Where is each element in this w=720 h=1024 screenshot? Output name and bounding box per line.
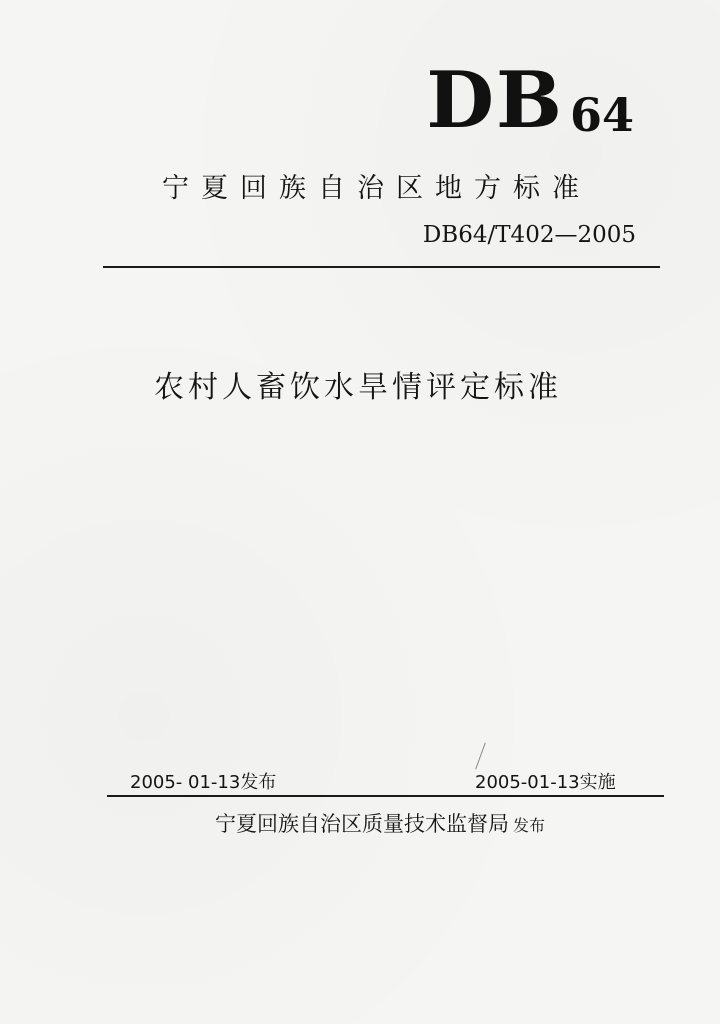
document-title: 农村人畜饮水旱情评定标准 — [154, 370, 562, 405]
issuing-authority-heading: 宁夏回族自治区地方标准 — [162, 173, 591, 204]
issue-date: 2005- 01-13发布 — [130, 772, 277, 793]
issuer-name: 宁夏回族自治区质量技术监督局 — [215, 812, 509, 836]
effective-date: 2005-01-13实施 — [475, 772, 616, 793]
bottom-divider — [107, 795, 664, 797]
top-divider — [103, 266, 660, 268]
issuer-suffix: 发布 — [513, 816, 546, 835]
standard-number: DB64/T402—2005 — [422, 222, 636, 248]
standard-code-main: DB — [426, 55, 564, 146]
pen-mark — [475, 743, 486, 770]
issuer-line — [215, 808, 545, 838]
standard-code-logo — [426, 55, 634, 146]
standard-code-number: 64 — [569, 88, 634, 142]
